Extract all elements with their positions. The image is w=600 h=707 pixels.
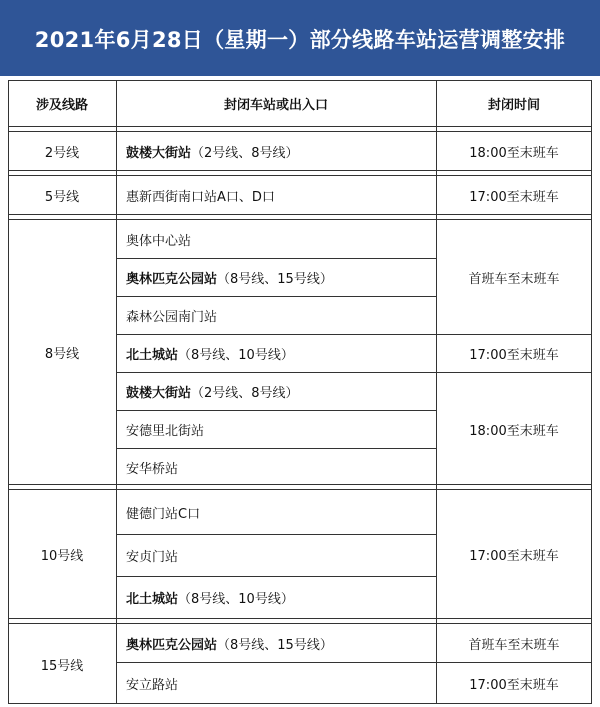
table-border xyxy=(8,80,9,704)
title-banner xyxy=(0,0,600,76)
column-divider xyxy=(436,80,437,704)
station-cell: 奥林匹克公园站 （8号线、15号线） xyxy=(126,637,333,653)
column-divider xyxy=(116,80,117,704)
station-cell: 北土城站 （8号线、10号线） xyxy=(126,591,294,607)
time-cell: 17:00至末班车 xyxy=(469,347,559,363)
station-cell: 鼓楼大街站 （2号线、8号线） xyxy=(126,385,299,401)
line-cell: 8号线 xyxy=(44,346,80,362)
station-cell: 森林公园南门站 xyxy=(126,309,218,325)
column-header-time: 封闭时间 xyxy=(487,97,540,113)
row-divider xyxy=(116,448,436,449)
row-divider xyxy=(116,258,436,259)
column-header-line: 涉及线路 xyxy=(35,97,88,113)
row-divider xyxy=(116,372,592,373)
time-cell: 首班车至末班车 xyxy=(468,271,560,287)
line-cell: 5号线 xyxy=(44,189,80,205)
group-divider xyxy=(8,175,592,176)
group-divider xyxy=(8,214,592,215)
group-divider xyxy=(8,126,592,127)
row-divider xyxy=(116,576,436,577)
group-divider xyxy=(8,618,592,619)
station-cell: 安华桥站 xyxy=(126,461,179,477)
station-cell: 奥体中心站 xyxy=(126,233,192,249)
time-cell: 17:00至末班车 xyxy=(469,677,559,693)
station-cell: 北土城站 （8号线、10号线） xyxy=(126,347,294,363)
schedule-table xyxy=(8,80,592,704)
line-cell: 10号线 xyxy=(40,548,84,564)
table-border xyxy=(591,80,592,704)
station-cell: 惠新西街南口站A口、D口 xyxy=(126,189,275,205)
station-cell: 安立路站 xyxy=(126,677,179,693)
station-cell: 鼓楼大街站 （2号线、8号线） xyxy=(126,145,299,161)
row-divider xyxy=(116,534,436,535)
table-border xyxy=(8,80,592,81)
column-header-station: 封闭车站或出入口 xyxy=(223,97,328,113)
group-divider xyxy=(8,623,592,624)
station-cell: 奥林匹克公园站 （8号线、15号线） xyxy=(126,271,333,287)
group-divider xyxy=(8,489,592,490)
station-cell: 健德门站C口 xyxy=(126,506,201,522)
group-divider xyxy=(8,484,592,485)
row-divider xyxy=(116,334,592,335)
page-title: 2021年6月28日（星期一）部分线路车站运营调整安排 xyxy=(34,28,566,52)
row-divider xyxy=(116,662,592,663)
group-divider xyxy=(8,131,592,132)
station-cell: 安德里北街站 xyxy=(126,423,205,439)
time-cell: 18:00至末班车 xyxy=(469,423,559,439)
group-divider xyxy=(8,219,592,220)
time-cell: 18:00至末班车 xyxy=(469,145,559,161)
station-cell: 安贞门站 xyxy=(126,549,179,565)
time-cell: 首班车至末班车 xyxy=(468,637,560,653)
line-cell: 15号线 xyxy=(40,658,84,674)
row-divider xyxy=(116,296,436,297)
time-cell: 17:00至末班车 xyxy=(469,548,559,564)
group-divider xyxy=(8,170,592,171)
table-border xyxy=(8,703,592,704)
time-cell: 17:00至末班车 xyxy=(469,189,559,205)
line-cell: 2号线 xyxy=(44,145,80,161)
row-divider xyxy=(116,410,436,411)
